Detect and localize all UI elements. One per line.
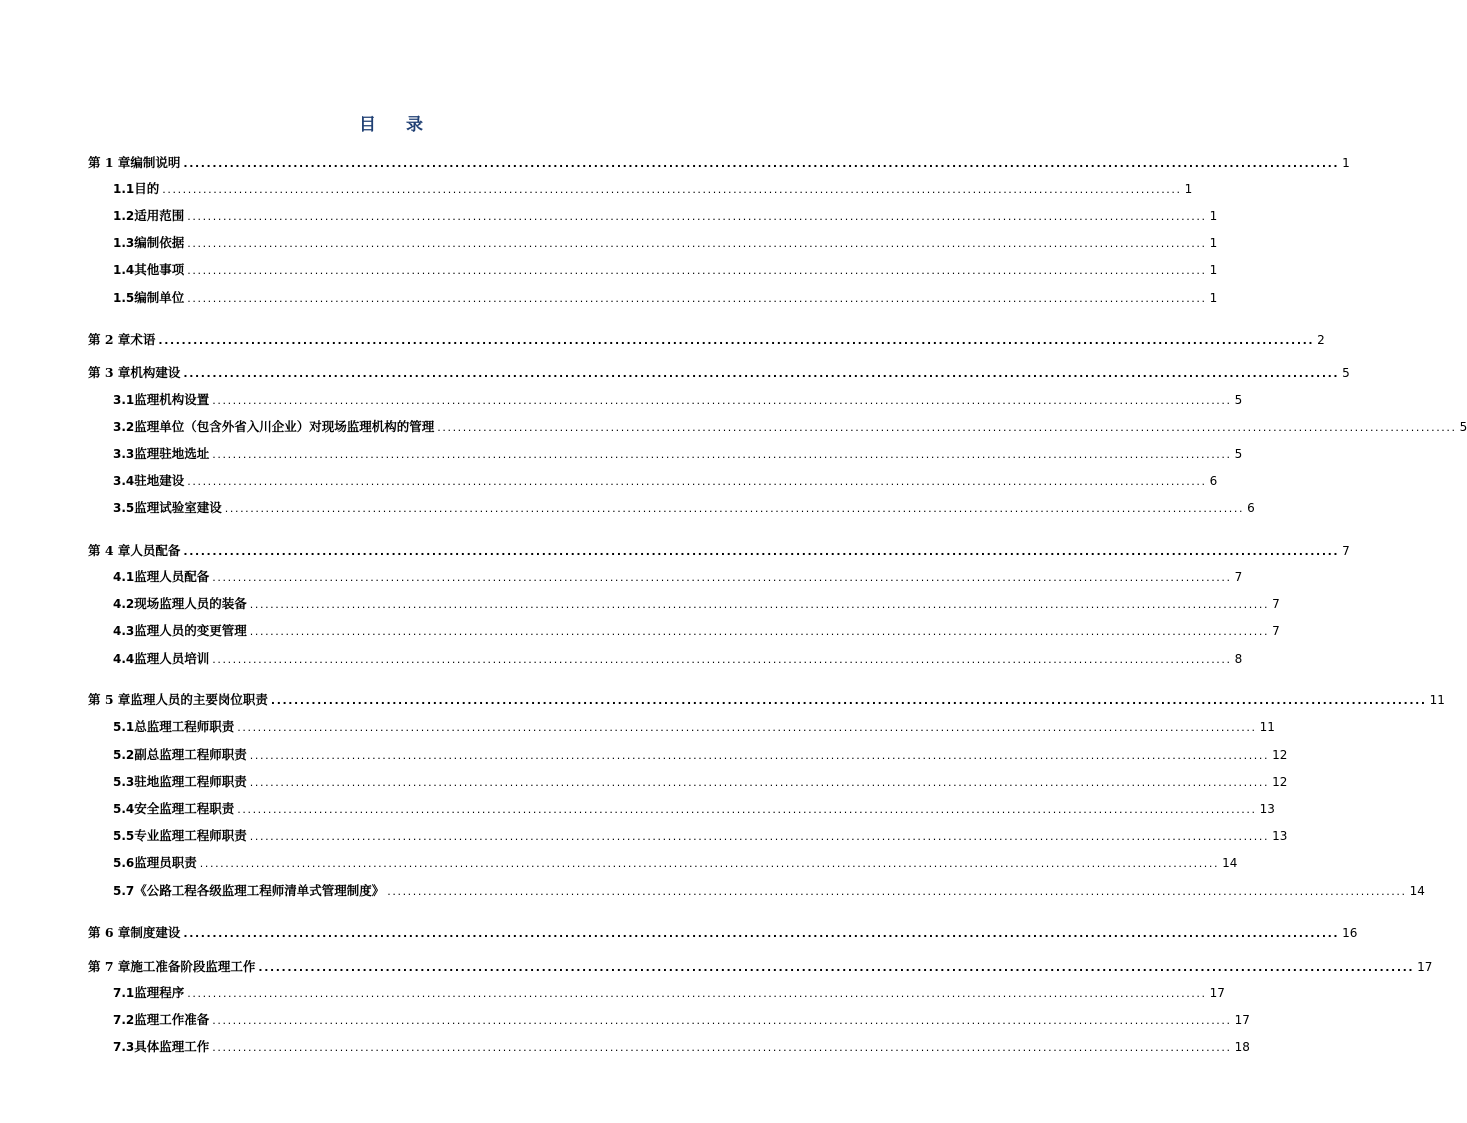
entry-label: 监理单位（包含外省入川企业）对现场监理机构的管理 xyxy=(134,419,435,434)
toc-section-entry[interactable] xyxy=(113,826,1288,844)
toc-chapter-entry[interactable] xyxy=(88,363,1350,381)
entry-label: 现场监理人员的装备 xyxy=(134,596,247,611)
dot-leader: ........................................................................................................................................................................................................ xyxy=(387,885,1407,898)
toc-section-entry[interactable] xyxy=(113,745,1288,763)
toc-chapter-entry[interactable] xyxy=(88,690,1445,708)
dot-leader: ........................................................................................................................................................................................................ xyxy=(249,830,1270,843)
entry-page-number: 12 xyxy=(1272,748,1288,762)
entry-label: 监理驻地选址 xyxy=(134,446,210,461)
dot-leader: ........................................................................................................................................................................................................ xyxy=(212,571,1232,584)
toc-section-entry[interactable] xyxy=(113,853,1238,871)
entry-page-number: 13 xyxy=(1259,802,1275,816)
dot-leader: ........................................................................................................................................................................................................ xyxy=(258,961,1415,974)
entry-label: 制度建设 xyxy=(130,925,181,940)
entry-number: 第 7 章 xyxy=(88,959,131,974)
entry-label: 术语 xyxy=(130,332,156,347)
entry-label: 具体监理工作 xyxy=(134,1039,210,1054)
entry-page-number: 17 xyxy=(1234,1013,1250,1027)
toc-section-entry[interactable] xyxy=(113,983,1225,1001)
entry-label: 编制单位 xyxy=(134,290,185,305)
entry-label: 适用范围 xyxy=(134,208,185,223)
entry-label: 人员配备 xyxy=(130,543,181,558)
entry-number: 第 4 章 xyxy=(88,543,131,558)
entry-page-number: 5 xyxy=(1234,447,1243,461)
dot-leader: ........................................................................................................................................................................................................ xyxy=(212,653,1232,666)
toc-section-entry[interactable] xyxy=(113,1037,1250,1055)
dot-leader: ........................................................................................................................................................................................................ xyxy=(212,448,1232,461)
entry-number: 5.3 xyxy=(113,775,135,789)
dot-leader: ........................................................................................................................................................................................................ xyxy=(270,694,1427,707)
entry-page-number: 18 xyxy=(1234,1040,1250,1054)
entry-number: 3.1 xyxy=(113,393,135,407)
entry-page-number: 5 xyxy=(1459,420,1467,434)
dot-leader: ........................................................................................................................................................................................................ xyxy=(199,857,1220,870)
entry-page-number: 1 xyxy=(1209,263,1218,277)
toc-section-entry[interactable] xyxy=(113,717,1275,735)
toc-section-entry[interactable] xyxy=(113,206,1218,224)
entry-page-number: 7 xyxy=(1342,544,1350,558)
entry-number: 1.3 xyxy=(113,236,135,250)
entry-page-number: 1 xyxy=(1209,236,1218,250)
entry-number: 4.1 xyxy=(113,570,135,584)
toc-section-entry[interactable] xyxy=(113,498,1255,516)
entry-page-number: 8 xyxy=(1234,652,1243,666)
entry-label: 监理人员的主要岗位职责 xyxy=(130,692,268,707)
entry-page-number: 7 xyxy=(1272,597,1280,611)
dot-leader: ........................................................................................................................................................................................................ xyxy=(187,292,1207,305)
toc-section-entry[interactable] xyxy=(113,881,1425,899)
dot-leader: ........................................................................................................................................................................................................ xyxy=(237,803,1257,816)
entry-number: 5.2 xyxy=(113,748,135,762)
entry-number: 5.6 xyxy=(113,856,135,870)
entry-number: 4.3 xyxy=(113,624,135,638)
entry-label: 监理人员的变更管理 xyxy=(134,623,247,638)
entry-label: 其他事项 xyxy=(134,262,185,277)
entry-page-number: 2 xyxy=(1317,333,1325,347)
toc-title: 目 录 xyxy=(359,115,435,135)
dot-leader: ........................................................................................................................................................................................................ xyxy=(249,598,1270,611)
entry-number: 3.4 xyxy=(113,474,135,488)
dot-leader: ........................................................................................................................................................................................................ xyxy=(187,475,1207,488)
entry-label: 监理程序 xyxy=(134,985,185,1000)
entry-label: 施工准备阶段监理工作 xyxy=(130,959,256,974)
toc-chapter-entry[interactable] xyxy=(88,957,1433,975)
entry-number: 第 1 章 xyxy=(88,155,131,170)
toc-section-entry[interactable] xyxy=(113,799,1275,817)
entry-number: 1.5 xyxy=(113,291,135,305)
entry-number: 3.5 xyxy=(113,501,135,515)
dot-leader: ........................................................................................................................................................................................................ xyxy=(249,625,1270,638)
entry-number: 第 5 章 xyxy=(88,692,131,707)
entry-number: 第 2 章 xyxy=(88,332,131,347)
entry-number: 5.4 xyxy=(113,802,135,816)
dot-leader: ........................................................................................................................................................................................................ xyxy=(183,367,1340,380)
entry-label: 监理机构设置 xyxy=(134,392,210,407)
entry-label: 编制说明 xyxy=(130,155,181,170)
dot-leader: ........................................................................................................................................................................................................ xyxy=(162,183,1182,196)
toc-section-entry[interactable] xyxy=(113,179,1193,197)
entry-page-number: 16 xyxy=(1342,926,1358,940)
dot-leader: ........................................................................................................................................................................................................ xyxy=(224,502,1245,515)
entry-number: 第 6 章 xyxy=(88,925,131,940)
entry-label: 安全监理工程职责 xyxy=(134,801,235,816)
entry-page-number: 17 xyxy=(1209,986,1225,1000)
toc-section-entry[interactable] xyxy=(113,649,1243,667)
entry-label: 《公路工程各级监理工程师清单式管理制度》 xyxy=(134,883,385,898)
entry-number: 7.3 xyxy=(113,1040,135,1054)
entry-page-number: 6 xyxy=(1209,474,1218,488)
toc-section-entry[interactable] xyxy=(113,260,1218,278)
entry-page-number: 11 xyxy=(1429,693,1445,707)
entry-label: 监理员职责 xyxy=(134,855,197,870)
entry-number: 5.1 xyxy=(113,720,135,734)
toc-section-entry[interactable] xyxy=(113,772,1288,790)
entry-number: 5.5 xyxy=(113,829,135,843)
entry-page-number: 13 xyxy=(1272,829,1288,843)
entry-number: 第 3 章 xyxy=(88,365,131,380)
entry-label: 机构建设 xyxy=(130,365,181,380)
dot-leader: ........................................................................................................................................................................................................ xyxy=(212,1041,1232,1054)
entry-page-number: 5 xyxy=(1342,366,1350,380)
toc-section-entry[interactable] xyxy=(113,567,1243,585)
entry-page-number: 1 xyxy=(1209,209,1218,223)
dot-leader: ........................................................................................................................................................................................................ xyxy=(249,749,1270,762)
entry-number: 1.2 xyxy=(113,209,135,223)
dot-leader: ........................................................................................................................................................................................................ xyxy=(187,237,1207,250)
entry-label: 监理试验室建设 xyxy=(134,500,222,515)
toc-section-entry[interactable] xyxy=(113,444,1243,462)
entry-label: 驻地建设 xyxy=(134,473,185,488)
entry-label: 监理人员配备 xyxy=(134,569,210,584)
toc-chapter-entry[interactable] xyxy=(88,153,1350,171)
toc-section-entry[interactable] xyxy=(113,621,1280,639)
toc-chapter-entry[interactable] xyxy=(88,541,1350,559)
entry-page-number: 7 xyxy=(1272,624,1280,638)
entry-page-number: 17 xyxy=(1417,960,1433,974)
toc-section-entry[interactable] xyxy=(113,233,1218,251)
entry-number: 7.1 xyxy=(113,986,135,1000)
entry-number: 1.4 xyxy=(113,263,135,277)
dot-leader: ........................................................................................................................................................................................................ xyxy=(183,927,1340,940)
dot-leader: ........................................................................................................................................................................................................ xyxy=(158,334,1315,347)
dot-leader: ........................................................................................................................................................................................................ xyxy=(187,264,1207,277)
dot-leader: ........................................................................................................................................................................................................ xyxy=(187,210,1207,223)
entry-number: 5.7 xyxy=(113,884,135,898)
dot-leader: ........................................................................................................................................................................................................ xyxy=(183,157,1340,170)
toc-section-entry[interactable] xyxy=(113,390,1243,408)
entry-page-number: 1 xyxy=(1209,291,1218,305)
entry-number: 3.2 xyxy=(113,420,135,434)
entry-page-number: 14 xyxy=(1409,884,1425,898)
entry-page-number: 12 xyxy=(1272,775,1288,789)
entry-label: 监理人员培训 xyxy=(134,651,210,666)
entry-label: 编制依据 xyxy=(134,235,185,250)
dot-leader: ........................................................................................................................................................................................................ xyxy=(249,776,1270,789)
toc-section-entry[interactable] xyxy=(113,1010,1250,1028)
dot-leader: ........................................................................................................................................................................................................ xyxy=(212,394,1232,407)
toc-section-entry[interactable] xyxy=(113,471,1218,489)
entry-label: 目的 xyxy=(134,181,160,196)
entry-label: 监理工作准备 xyxy=(134,1012,210,1027)
entry-number: 4.4 xyxy=(113,652,135,666)
toc-section-entry[interactable] xyxy=(113,417,1467,435)
entry-page-number: 11 xyxy=(1259,720,1275,734)
entry-number: 7.2 xyxy=(113,1013,135,1027)
entry-number: 3.3 xyxy=(113,447,135,461)
entry-label: 专业监理工程师职责 xyxy=(134,828,247,843)
entry-number: 4.2 xyxy=(113,597,135,611)
entry-label: 副总监理工程师职责 xyxy=(134,747,247,762)
entry-page-number: 5 xyxy=(1234,393,1243,407)
dot-leader: ........................................................................................................................................................................................................ xyxy=(212,1014,1232,1027)
dot-leader: ........................................................................................................................................................................................................ xyxy=(183,545,1340,558)
entry-number: 1.1 xyxy=(113,182,135,196)
toc-section-entry[interactable] xyxy=(113,288,1218,306)
toc-chapter-entry[interactable] xyxy=(88,923,1358,941)
dot-leader: ........................................................................................................................................................................................................ xyxy=(437,421,1457,434)
entry-page-number: 6 xyxy=(1247,501,1255,515)
entry-page-number: 14 xyxy=(1222,856,1238,870)
toc-section-entry[interactable] xyxy=(113,594,1280,612)
dot-leader: ........................................................................................................................................................................................................ xyxy=(187,987,1207,1000)
entry-label: 总监理工程师职责 xyxy=(134,719,235,734)
dot-leader: ........................................................................................................................................................................................................ xyxy=(237,721,1257,734)
entry-label: 驻地监理工程师职责 xyxy=(134,774,247,789)
entry-page-number: 1 xyxy=(1184,182,1193,196)
toc-chapter-entry[interactable] xyxy=(88,330,1325,348)
entry-page-number: 1 xyxy=(1342,156,1350,170)
entry-page-number: 7 xyxy=(1234,570,1243,584)
